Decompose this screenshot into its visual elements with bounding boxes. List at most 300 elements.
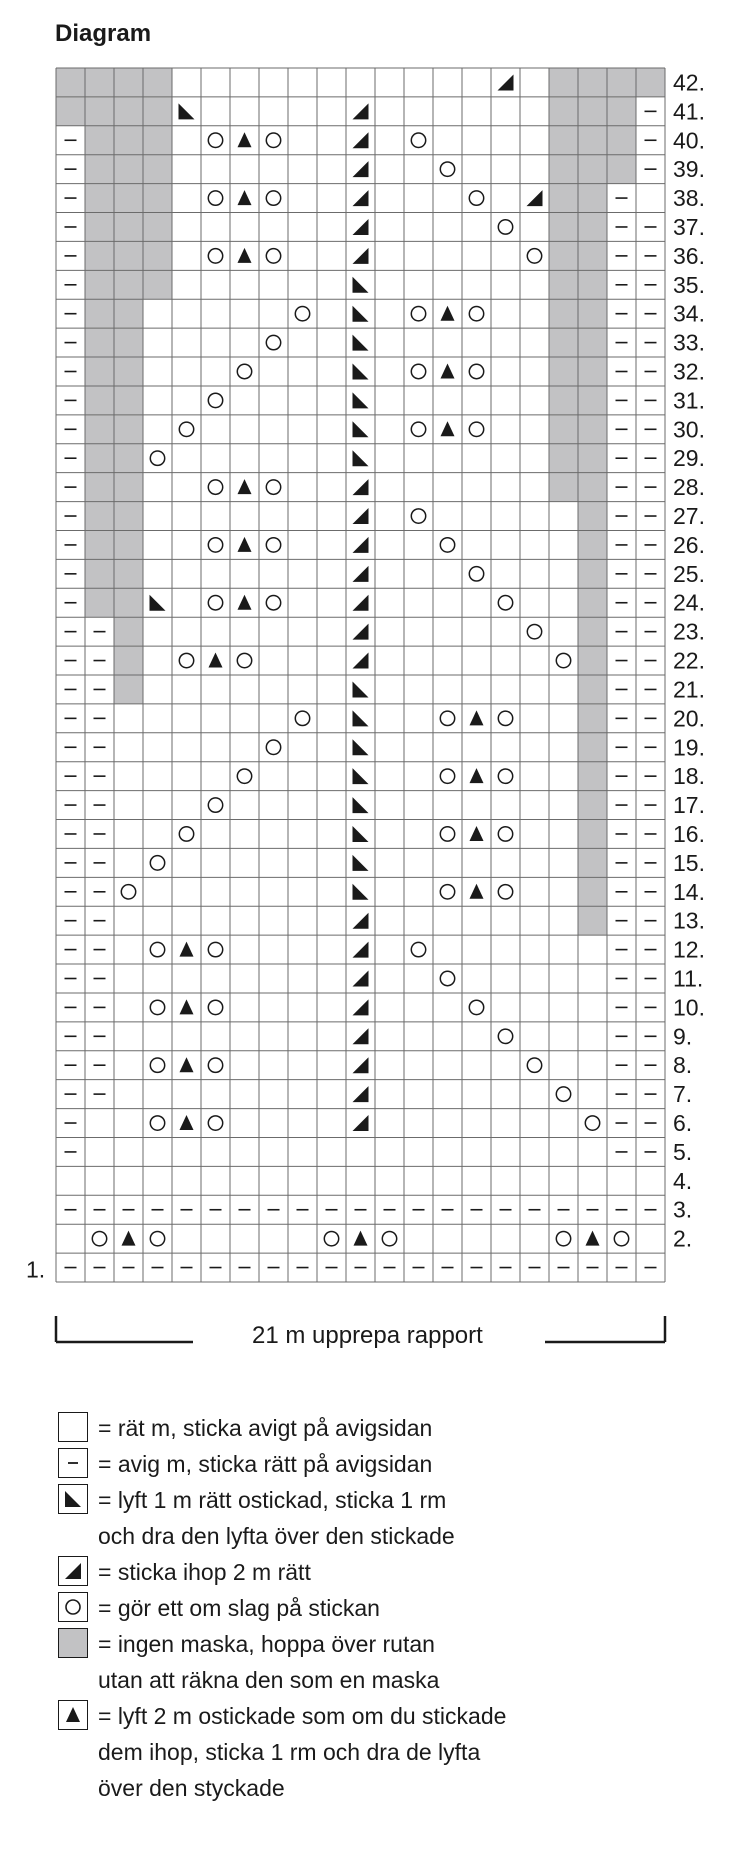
chart-cell	[491, 473, 520, 502]
chart-cell	[578, 559, 607, 588]
chart-cell	[549, 126, 578, 155]
chart-cell	[201, 530, 230, 559]
chart-cell	[578, 1166, 607, 1195]
chart-cell	[578, 1022, 607, 1051]
chart-cell	[288, 1022, 317, 1051]
chart-cell	[317, 791, 346, 820]
chart-cell	[114, 386, 143, 415]
chart-cell	[143, 646, 172, 675]
legend-text: = rät m, sticka avigt på avigsidan	[98, 1415, 433, 1441]
chart-cell	[143, 791, 172, 820]
chart-cell	[230, 733, 259, 762]
row-label: 17.	[673, 792, 705, 819]
chart-cell	[288, 270, 317, 299]
chart-cell	[433, 559, 462, 588]
row-label: 41.	[673, 98, 705, 125]
chart-cell	[520, 68, 549, 97]
chart-cell	[172, 328, 201, 357]
chart-cell	[433, 1166, 462, 1195]
chart-cell	[520, 877, 549, 906]
chart-cell	[230, 646, 259, 675]
chart-cell	[404, 1109, 433, 1138]
chart-cell	[520, 213, 549, 242]
chart-cell	[549, 213, 578, 242]
chart-cell	[288, 617, 317, 646]
chart-cell	[172, 675, 201, 704]
chart-cell	[491, 877, 520, 906]
chart-cell	[114, 877, 143, 906]
chart-cell	[578, 906, 607, 935]
chart-cell	[143, 1109, 172, 1138]
chart-cell	[433, 1051, 462, 1080]
chart-cell	[288, 502, 317, 531]
chart-cell	[288, 906, 317, 935]
start-row-label: 1.	[26, 1256, 46, 1283]
chart-cell	[578, 299, 607, 328]
chart-cell	[259, 126, 288, 155]
chart-cell	[520, 906, 549, 935]
chart-cell	[433, 1137, 462, 1166]
chart-cell	[346, 473, 375, 502]
row-label: 20.	[673, 705, 705, 732]
chart-cell	[259, 993, 288, 1022]
row-label: 16.	[673, 820, 705, 847]
chart-cell	[491, 791, 520, 820]
chart-cell	[491, 213, 520, 242]
chart-cell	[375, 1166, 404, 1195]
chart-cell	[462, 1224, 491, 1253]
chart-cell	[520, 1022, 549, 1051]
chart-cell	[288, 1224, 317, 1253]
chart-cell	[433, 993, 462, 1022]
chart-cell	[201, 126, 230, 155]
chart-cell	[317, 1166, 346, 1195]
chart-cell	[172, 559, 201, 588]
chart-cell	[375, 675, 404, 704]
chart-cell	[375, 241, 404, 270]
chart-cell	[462, 791, 491, 820]
chart-cell	[201, 270, 230, 299]
chart-cell	[259, 444, 288, 473]
chart-cell	[143, 733, 172, 762]
chart-cell	[607, 97, 636, 126]
chart-cell	[317, 964, 346, 993]
chart-cell	[636, 1166, 665, 1195]
chart-cell	[317, 877, 346, 906]
chart-cell	[201, 155, 230, 184]
chart-cell	[549, 762, 578, 791]
chart-cell	[491, 1109, 520, 1138]
chart-cell	[578, 444, 607, 473]
chart-cell	[404, 1166, 433, 1195]
chart-cell	[259, 357, 288, 386]
chart-cell	[259, 68, 288, 97]
chart-cell	[114, 848, 143, 877]
chart-cell	[578, 213, 607, 242]
chart-cell	[433, 762, 462, 791]
chart-cell	[375, 126, 404, 155]
chart-cell	[201, 906, 230, 935]
chart-cell	[578, 820, 607, 849]
chart-cell	[143, 993, 172, 1022]
chart-cell	[404, 588, 433, 617]
chart-cell	[201, 502, 230, 531]
row-label: 12.	[673, 936, 705, 963]
chart-cell	[172, 1080, 201, 1109]
row-label: 28.	[673, 474, 705, 501]
chart-cell	[317, 386, 346, 415]
chart-cell	[404, 848, 433, 877]
chart-cell	[172, 646, 201, 675]
chart-cell	[259, 733, 288, 762]
chart-cell	[114, 704, 143, 733]
chart-cell	[172, 473, 201, 502]
chart-cell	[143, 704, 172, 733]
chart-cell	[114, 444, 143, 473]
chart-cell	[201, 68, 230, 97]
chart-cell	[259, 1166, 288, 1195]
chart-cell	[520, 820, 549, 849]
row-label: 11.	[673, 965, 704, 992]
chart-cell	[172, 906, 201, 935]
chart-cell	[288, 97, 317, 126]
row-label: 19.	[673, 734, 705, 761]
chart-cell	[375, 617, 404, 646]
chart-cell	[85, 184, 114, 213]
chart-cell	[259, 502, 288, 531]
chart-cell	[433, 704, 462, 733]
chart-cell	[491, 848, 520, 877]
chart-cell	[201, 791, 230, 820]
chart-cell	[143, 848, 172, 877]
chart-cell	[114, 299, 143, 328]
chart-cell	[433, 97, 462, 126]
chart-cell	[259, 791, 288, 820]
chart-cell	[375, 270, 404, 299]
chart-cell	[462, 415, 491, 444]
chart-cell	[172, 704, 201, 733]
chart-cell	[491, 588, 520, 617]
chart-cell	[288, 357, 317, 386]
chart-cell	[462, 357, 491, 386]
chart-cell	[230, 559, 259, 588]
chart-cell	[520, 588, 549, 617]
chart-cell	[85, 299, 114, 328]
chart-cell	[230, 1051, 259, 1080]
chart-cell	[114, 184, 143, 213]
chart-cell	[259, 646, 288, 675]
chart-cell	[143, 502, 172, 531]
chart-cell	[143, 906, 172, 935]
chart-cell	[172, 791, 201, 820]
chart-cell	[404, 791, 433, 820]
legend-text: över den styckade	[98, 1775, 285, 1801]
chart-cell	[346, 155, 375, 184]
chart-cell	[462, 1166, 491, 1195]
chart-cell	[491, 444, 520, 473]
chart-cell	[549, 646, 578, 675]
chart-cell	[462, 1109, 491, 1138]
chart-cell	[578, 877, 607, 906]
chart-cell	[201, 97, 230, 126]
chart-cell	[578, 1109, 607, 1138]
chart-cell	[520, 1166, 549, 1195]
chart-cell	[375, 386, 404, 415]
blank-icon	[58, 1412, 88, 1442]
chart-cell	[259, 184, 288, 213]
chart-cell	[462, 733, 491, 762]
chart-cell	[491, 502, 520, 531]
k2tog-icon	[58, 1556, 88, 1586]
chart-cell	[85, 328, 114, 357]
chart-cell	[404, 906, 433, 935]
chart-cell	[491, 1022, 520, 1051]
chart-cell	[433, 155, 462, 184]
chart-cell	[230, 791, 259, 820]
chart-cell	[491, 241, 520, 270]
chart-cell	[259, 97, 288, 126]
chart-cell	[404, 299, 433, 328]
chart-cell	[462, 97, 491, 126]
chart-cell	[462, 559, 491, 588]
chart-cell	[317, 241, 346, 270]
chart-cell	[491, 704, 520, 733]
chart-cell	[462, 241, 491, 270]
chart-cell	[143, 964, 172, 993]
chart-cell	[201, 1109, 230, 1138]
chart-cell	[259, 906, 288, 935]
chart-cell	[520, 993, 549, 1022]
chart-cell	[404, 357, 433, 386]
chart-cell	[404, 386, 433, 415]
chart-cell	[433, 906, 462, 935]
chart-cell	[607, 126, 636, 155]
chart-cell	[491, 646, 520, 675]
chart-cell	[201, 357, 230, 386]
chart-cell	[288, 386, 317, 415]
chart-cell	[259, 270, 288, 299]
chart-cell	[288, 184, 317, 213]
chart-cell	[375, 1022, 404, 1051]
chart-cell	[201, 386, 230, 415]
chart-cell	[143, 68, 172, 97]
chart-cell	[114, 357, 143, 386]
chart-cell	[491, 820, 520, 849]
chart-cell	[317, 1137, 346, 1166]
chart-cell	[375, 964, 404, 993]
chart-cell	[259, 415, 288, 444]
chart-cell	[491, 357, 520, 386]
chart-cell	[375, 184, 404, 213]
chart-cell	[172, 820, 201, 849]
chart-cell	[578, 993, 607, 1022]
chart-cell	[462, 299, 491, 328]
chart-cell	[143, 241, 172, 270]
chart-cell	[114, 1080, 143, 1109]
chart-cell	[114, 502, 143, 531]
chart-cell	[259, 935, 288, 964]
chart-cell	[230, 97, 259, 126]
chart-cell	[259, 1137, 288, 1166]
chart-cell	[114, 270, 143, 299]
chart-cell	[143, 270, 172, 299]
chart-cell	[85, 155, 114, 184]
chart-cell	[549, 1080, 578, 1109]
chart-cell	[462, 270, 491, 299]
chart-cell	[404, 1022, 433, 1051]
chart-cell	[462, 617, 491, 646]
chart-cell	[288, 444, 317, 473]
chart-cell	[85, 68, 114, 97]
chart-cell	[114, 1166, 143, 1195]
chart-cell	[143, 328, 172, 357]
chart-cell	[114, 1137, 143, 1166]
chart-cell	[201, 559, 230, 588]
chart-cell	[375, 444, 404, 473]
chart-cell	[404, 993, 433, 1022]
chart-cell	[230, 617, 259, 646]
chart-cell	[85, 444, 114, 473]
chart-cell	[578, 530, 607, 559]
chart-cell	[462, 126, 491, 155]
row-label: 2.	[673, 1225, 693, 1252]
skpo-icon	[58, 1484, 88, 1514]
chart-cell	[491, 675, 520, 704]
chart-cell	[375, 1109, 404, 1138]
row-label: 38.	[673, 185, 705, 212]
chart-cell	[578, 386, 607, 415]
chart-cell	[172, 762, 201, 791]
chart-cell	[288, 704, 317, 733]
row-label: 26.	[673, 531, 705, 558]
chart-cell	[114, 1022, 143, 1051]
chart-cell	[143, 386, 172, 415]
row-label: 30.	[673, 416, 705, 443]
chart-cell	[317, 675, 346, 704]
chart-cell	[114, 791, 143, 820]
chart-cell	[433, 270, 462, 299]
chart-cell	[462, 1137, 491, 1166]
chart-cell	[404, 617, 433, 646]
chart-cell	[317, 126, 346, 155]
chart-cell	[143, 126, 172, 155]
chart-cell	[230, 415, 259, 444]
chart-cell	[520, 386, 549, 415]
chart-cell	[288, 415, 317, 444]
chart-cell	[549, 444, 578, 473]
chart-cell	[433, 646, 462, 675]
chart-cell	[520, 1080, 549, 1109]
chart-cell	[491, 935, 520, 964]
chart-cell	[288, 1137, 317, 1166]
chart-cell	[520, 357, 549, 386]
chart-cell	[549, 993, 578, 1022]
chart-cell	[85, 1109, 114, 1138]
chart-cell	[259, 530, 288, 559]
chart-cell	[143, 415, 172, 444]
chart-cell	[433, 675, 462, 704]
chart-cell	[201, 184, 230, 213]
row-label: 31.	[673, 387, 705, 414]
chart-cell	[85, 270, 114, 299]
chart-cell	[433, 126, 462, 155]
chart-cell	[172, 68, 201, 97]
chart-cell	[578, 241, 607, 270]
chart-cell	[143, 155, 172, 184]
chart-cell	[433, 820, 462, 849]
chart-cell	[230, 213, 259, 242]
chart-cell	[549, 415, 578, 444]
chart-cell	[375, 1051, 404, 1080]
chart-cell	[520, 848, 549, 877]
chart-cell	[520, 299, 549, 328]
chart-cell	[230, 877, 259, 906]
chart-cell	[375, 646, 404, 675]
chart-cell	[375, 68, 404, 97]
chart-cell	[549, 1022, 578, 1051]
chart-cell	[317, 213, 346, 242]
chart-cell	[549, 1051, 578, 1080]
chart-cell	[433, 241, 462, 270]
chart-cell	[317, 502, 346, 531]
chart-cell	[520, 1109, 549, 1138]
chart-cell	[288, 646, 317, 675]
chart-cell	[491, 270, 520, 299]
chart-cell	[578, 473, 607, 502]
row-label: 24.	[673, 589, 705, 616]
chart-cell	[520, 1224, 549, 1253]
chart-cell	[549, 675, 578, 704]
chart-cell	[317, 357, 346, 386]
chart-cell	[578, 1051, 607, 1080]
chart-cell	[114, 241, 143, 270]
chart-cell	[143, 820, 172, 849]
chart-cell	[578, 791, 607, 820]
chart-cell	[230, 299, 259, 328]
chart-cell	[462, 68, 491, 97]
chart-cell	[404, 675, 433, 704]
chart-cell	[172, 386, 201, 415]
chart-cell	[85, 559, 114, 588]
chart-cell	[549, 1137, 578, 1166]
chart-cell	[288, 126, 317, 155]
chart-cell	[433, 386, 462, 415]
chart-cell	[317, 415, 346, 444]
chart-cell	[462, 935, 491, 964]
chart-cell	[201, 588, 230, 617]
chart-cell	[491, 1080, 520, 1109]
chart-cell	[259, 848, 288, 877]
chart-cell	[462, 530, 491, 559]
chart-cell	[491, 993, 520, 1022]
chart-cell	[433, 530, 462, 559]
chart-cell	[578, 155, 607, 184]
chart-cell	[288, 791, 317, 820]
chart-cell	[404, 270, 433, 299]
chart-cell	[85, 213, 114, 242]
chart-cell	[143, 877, 172, 906]
chart-cell	[520, 791, 549, 820]
chart-cell	[433, 848, 462, 877]
chart-cell	[317, 733, 346, 762]
chart-cell	[375, 328, 404, 357]
chart-cell	[578, 617, 607, 646]
chart-cell	[114, 213, 143, 242]
chart-cell	[375, 704, 404, 733]
chart-cell	[85, 473, 114, 502]
chart-cell	[201, 444, 230, 473]
chart-cell	[114, 964, 143, 993]
